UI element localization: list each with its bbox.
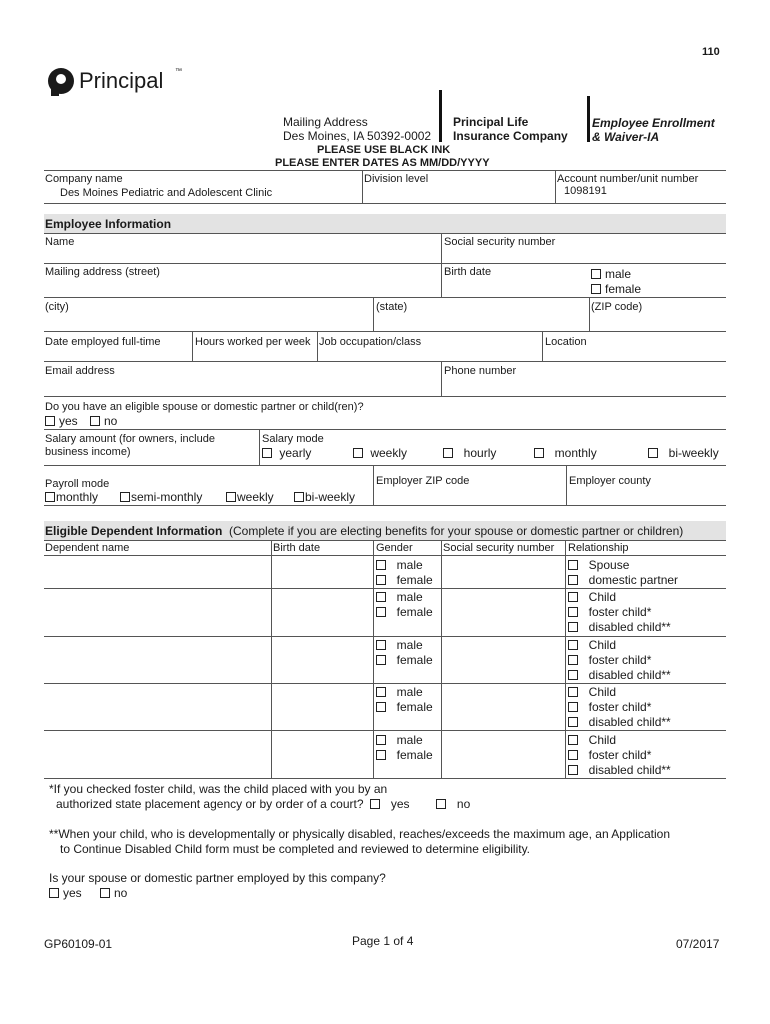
dependent-row1-female[interactable]: female [376,573,433,587]
state-label: (state) [376,301,408,313]
employer-county-label: Employer county [569,475,651,487]
salary-mode-monthly[interactable]: monthly [534,446,597,460]
form-title-line2: & Waiver-IA [592,130,660,144]
dependent-row2-female[interactable]: female [376,605,433,619]
account-number-label: Account number/unit number [557,173,699,185]
mailing-address-city: Des Moines, IA 50392-0002 [283,129,432,143]
dependent-row4-child[interactable]: Child [568,685,616,699]
dependent-row5-male[interactable]: male [376,733,423,747]
dependent-row2-child[interactable]: Child [568,590,616,604]
dependent-row3-child[interactable]: Child [568,638,616,652]
zip-label: (ZIP code) [591,301,643,313]
dependent-row1-spouse[interactable]: Spouse [568,558,629,572]
col-gender: Gender [376,542,413,554]
name-label: Name [45,236,75,248]
salary-mode-biweekly[interactable]: bi-weekly [648,446,719,460]
dependent-row3-foster-child[interactable]: foster child* [568,653,651,667]
form-date: 07/2017 [676,937,720,951]
page-label: Page 1 of 4 [352,934,414,948]
header-divider [439,90,442,142]
yes-checkbox[interactable] [45,416,55,426]
dependent-row3-male[interactable]: male [376,638,423,652]
foster-question-line1: *If you checked foster child, was the child placed with you by an [49,782,388,796]
payroll-mode-monthly[interactable]: monthly [45,490,98,504]
date-employed-label: Date employed full-time [45,336,161,348]
employee-gender-female[interactable]: female [591,282,641,296]
foster-yes-checkbox[interactable] [370,799,380,809]
male-checkbox[interactable] [591,269,601,279]
dependent-row4-disabled-child[interactable]: disabled child** [568,715,671,729]
foster-question-line2: authorized state placement agency or by order of a court? yes no [56,797,471,811]
payroll-mode-semi-monthly[interactable]: semi-monthly [120,490,202,504]
dependent-row4-female[interactable]: female [376,700,433,714]
dependent-row5-child[interactable]: Child [568,733,616,747]
spouse-no-option[interactable]: no [90,414,117,428]
company-line1: Principal Life [453,115,529,129]
phone-label: Phone number [444,365,517,377]
salary-label-line1: Salary amount (for owners, include [45,433,215,445]
payroll-mode-weekly[interactable]: weekly [226,490,274,504]
location-label: Location [545,336,587,348]
dependent-row5-disabled-child[interactable]: disabled child** [568,763,671,777]
dependent-row2-male[interactable]: male [376,590,423,604]
dependent-row3-female[interactable]: female [376,653,433,667]
no-checkbox[interactable] [90,416,100,426]
dependent-section-header: Eligible Dependent Information (Complete if you are electing benefits for your spouse or domestic partner or children) [45,524,684,538]
female-checkbox[interactable] [591,284,601,294]
email-label: Email address [45,365,115,377]
payroll-mode-label: Payroll mode [45,478,110,490]
dependent-row4-foster-child[interactable]: foster child* [568,700,651,714]
principal-logo: Principal ™ [48,66,178,100]
company-line2: Insurance Company [453,129,568,143]
spouse-employed-question: Is your spouse or domestic partner employed by this company? [49,871,386,885]
spouse-employed-no[interactable]: no [100,886,127,900]
page-number: 110 [702,46,720,58]
city-label: (city) [45,301,69,313]
dependent-row1-male[interactable]: male [376,558,423,572]
ssn-label: Social security number [444,236,556,248]
salary-mode-label: Salary mode [262,433,324,445]
form-title-line1: Employee Enrollment [592,116,715,130]
dependent-row3-disabled-child[interactable]: disabled child** [568,668,671,682]
disabled-note-line1: **When your child, who is developmentally or physically disabled, reaches/exceeds the maximum age, an Application [49,827,670,841]
company-name-label: Company name [45,173,123,185]
ink-notice: PLEASE USE BLACK INK [317,144,451,156]
dependent-row1-domestic-partner[interactable]: domestic partner [568,573,678,587]
employer-zip-label: Employer ZIP code [376,475,470,487]
salary-mode-weekly[interactable]: weekly [353,446,407,460]
job-label: Job occupation/class [319,336,422,348]
principal-logo-text: Principal [79,68,164,93]
dependent-row4-male[interactable]: male [376,685,423,699]
spouse-question: Do you have an eligible spouse or domestic partner or child(ren)? [45,401,364,413]
form-number: GP60109-01 [44,937,113,951]
mailing-address-label: Mailing Address [283,115,368,129]
salary-mode-yearly[interactable]: yearly [262,446,311,460]
dependent-row5-foster-child[interactable]: foster child* [568,748,651,762]
col-relationship: Relationship [568,542,629,554]
spouse-yes-option[interactable]: yes [45,414,78,428]
salary-mode-hourly[interactable]: hourly [443,446,496,460]
disabled-note-line2: to Continue Disabled Child form must be completed and reviewed to determine eligibility. [60,842,531,856]
birth-date-label: Birth date [444,266,492,278]
division-level-label: Division level [364,173,429,185]
dependent-row2-disabled-child[interactable]: disabled child** [568,620,671,634]
header-divider-2 [587,96,590,142]
foster-no-checkbox[interactable] [436,799,446,809]
employee-gender-male[interactable]: male [591,267,631,281]
payroll-mode-biweekly[interactable]: bi-weekly [294,490,355,504]
col-dependent-name: Dependent name [45,542,130,554]
street-label: Mailing address (street) [45,266,160,278]
dependent-row5-female[interactable]: female [376,748,433,762]
col-birth-date: Birth date [273,542,321,554]
hours-label: Hours worked per week [195,336,311,348]
employee-section-title: Employee Information [45,217,172,231]
spouse-employed-yes[interactable]: yes [49,886,82,900]
col-ssn: Social security number [443,542,555,554]
account-number-value[interactable]: 1098191 [564,185,607,197]
company-name-value[interactable]: Des Moines Pediatric and Adolescent Clinic [60,187,273,199]
date-notice: PLEASE ENTER DATES AS MM/DD/YYYY [275,157,490,169]
dependent-row2-foster-child[interactable]: foster child* [568,605,651,619]
salary-label-line2: business income) [45,446,131,458]
